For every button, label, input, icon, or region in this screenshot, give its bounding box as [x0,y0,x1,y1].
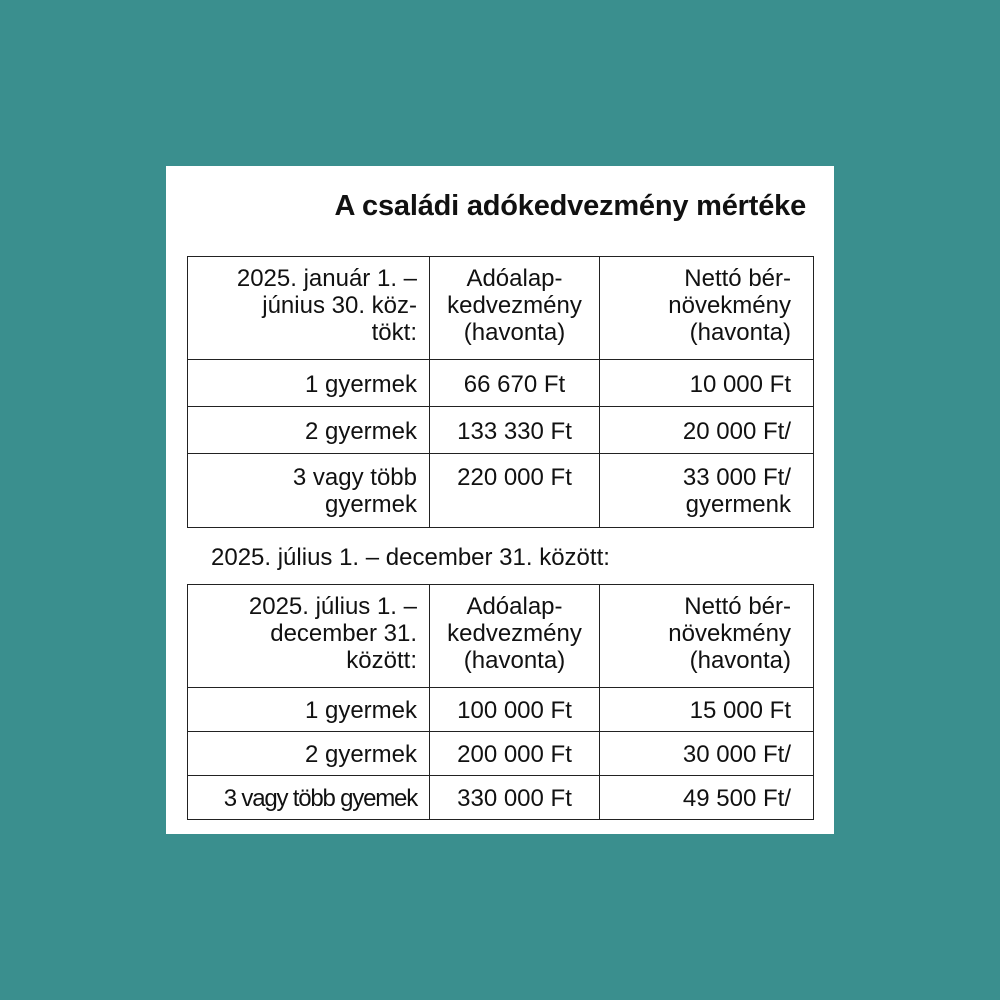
allowance-cell: 200 000 Ft [430,732,600,776]
table-row [188,688,814,732]
page-title: A családi adókedvezmény mértéke [334,190,806,222]
net-increase-cell: 10 000 Ft [600,360,814,407]
table-row [188,407,814,454]
header-net-wage-increase: Nettó bér- növekmény (havonta) [600,585,814,688]
allowance-cell: 133 330 Ft [430,407,600,454]
net-increase-cell: 49 500 Ft/ [600,776,814,820]
table-header-row [188,585,814,688]
header-tax-base-allowance: Adóalap- kedvezmény (havonta) [430,257,600,360]
table-row [188,454,814,528]
children-count-cell: 2 gyermek [188,407,430,454]
table-row [188,732,814,776]
table-header-row [188,257,814,360]
net-increase-cell: 20 000 Ft/ [600,407,814,454]
table-second-half-2025 [187,584,814,820]
header-period: 2025. január 1. – június 30. köz- tökt: [188,257,430,360]
net-increase-cell: 30 000 Ft/ [600,732,814,776]
allowance-cell: 330 000 Ft [430,776,600,820]
allowance-cell: 66 670 Ft [430,360,600,407]
net-increase-cell: 15 000 Ft [600,688,814,732]
header-period: 2025. július 1. – december 31. között: [188,585,430,688]
children-count-cell: 3 vagy több gyemek [188,776,430,820]
children-count-cell: 1 gyermek [188,360,430,407]
table-row [188,776,814,820]
children-count-cell: 2 gyermek [188,732,430,776]
table-first-half-2025 [187,256,814,528]
table-row [188,360,814,407]
children-count-cell: 1 gyermek [188,688,430,732]
second-period-heading: 2025. július 1. – december 31. között: [211,544,610,571]
header-tax-base-allowance: Adóalap- kedvezmény (havonta) [430,585,600,688]
net-increase-cell: 33 000 Ft/ gyermenk [600,454,814,528]
allowance-cell: 220 000 Ft [430,454,600,528]
allowance-cell: 100 000 Ft [430,688,600,732]
children-count-cell: 3 vagy több gyermek [188,454,430,528]
header-net-wage-increase: Nettó bér- növekmény (havonta) [600,257,814,360]
